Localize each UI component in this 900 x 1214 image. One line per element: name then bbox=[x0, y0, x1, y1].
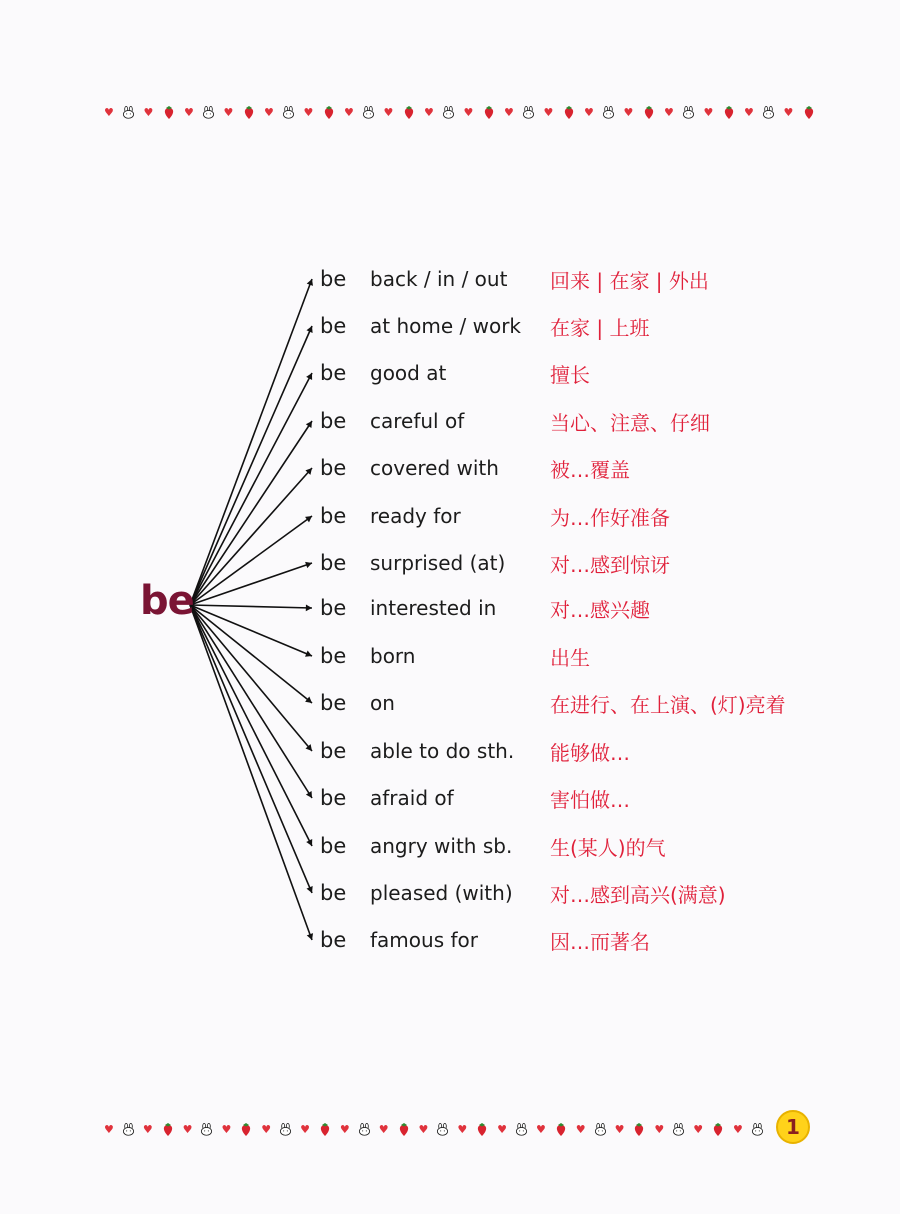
phrase-row bbox=[320, 924, 650, 956]
heart-icon: ♥ bbox=[261, 1122, 272, 1136]
chinese-meaning: 出生 bbox=[550, 645, 590, 670]
be-prefix: be bbox=[320, 834, 347, 858]
connector-line bbox=[190, 605, 312, 846]
heart-icon: ♥ bbox=[339, 1122, 350, 1136]
heart-icon: ♥ bbox=[504, 105, 514, 119]
be-prefix: be bbox=[320, 644, 347, 668]
chinese-meaning: 对…感到高兴(满意) bbox=[550, 882, 726, 907]
english-phrase: surprised (at) bbox=[370, 551, 506, 575]
connector-line bbox=[190, 605, 312, 751]
chinese-meaning: 害怕做… bbox=[550, 787, 630, 812]
heart-icon: ♥ bbox=[614, 1122, 625, 1136]
phrase-row bbox=[320, 830, 666, 862]
phrase-row bbox=[320, 452, 630, 484]
english-phrase: interested in bbox=[370, 596, 497, 620]
strawberry-icon bbox=[475, 1122, 489, 1137]
connector-line bbox=[190, 279, 312, 605]
be-prefix: be bbox=[320, 881, 347, 905]
be-prefix: be bbox=[320, 456, 347, 480]
connector-line bbox=[190, 605, 312, 798]
chinese-meaning: 擅长 bbox=[550, 362, 590, 387]
english-phrase: careful of bbox=[370, 409, 465, 433]
strawberry-icon bbox=[632, 1122, 646, 1137]
english-phrase: pleased (with) bbox=[370, 881, 513, 905]
bunny-icon bbox=[515, 1123, 528, 1136]
heart-icon: ♥ bbox=[142, 1122, 153, 1136]
chinese-meaning: 在家 | 上班 bbox=[550, 315, 650, 340]
bunny-icon bbox=[751, 1123, 764, 1136]
bunny-icon bbox=[122, 1123, 135, 1136]
chinese-meaning: 被…覆盖 bbox=[550, 457, 630, 482]
page-number-badge: 1 bbox=[776, 1110, 810, 1144]
heart-icon: ♥ bbox=[104, 105, 114, 119]
heart-icon: ♥ bbox=[378, 1122, 389, 1136]
phrase-row bbox=[320, 263, 709, 295]
heart-icon: ♥ bbox=[623, 105, 634, 119]
bunny-icon bbox=[436, 1123, 449, 1136]
phrase-row bbox=[320, 592, 650, 624]
chinese-meaning: 在进行、在上演、(灯)亮着 bbox=[550, 692, 786, 717]
heart-icon: ♥ bbox=[344, 105, 354, 119]
arrow-head bbox=[306, 604, 312, 611]
bunny-icon bbox=[594, 1123, 607, 1136]
phrase-row bbox=[320, 877, 726, 909]
be-prefix: be bbox=[320, 739, 347, 763]
bottom-decorative-border bbox=[104, 1117, 764, 1141]
connector-line bbox=[190, 516, 312, 605]
be-prefix: be bbox=[320, 691, 347, 715]
be-prefix: be bbox=[320, 314, 347, 338]
connector-line bbox=[190, 421, 312, 605]
heart-icon: ♥ bbox=[104, 1122, 114, 1136]
heart-icon: ♥ bbox=[733, 1122, 743, 1136]
phrase-row bbox=[320, 405, 710, 437]
phrase-row bbox=[320, 357, 590, 389]
arrow-head bbox=[305, 516, 312, 522]
heart-icon: ♥ bbox=[418, 1122, 429, 1136]
bunny-icon bbox=[358, 1123, 371, 1136]
heart-icon: ♥ bbox=[703, 105, 714, 119]
strawberry-icon bbox=[711, 1122, 725, 1137]
english-phrase: afraid of bbox=[370, 786, 454, 810]
heart-icon: ♥ bbox=[744, 105, 754, 119]
be-prefix: be bbox=[320, 504, 347, 528]
strawberry-icon bbox=[239, 1122, 253, 1137]
heart-icon: ♥ bbox=[300, 1122, 310, 1136]
connector-line bbox=[190, 605, 312, 940]
phrase-row bbox=[320, 500, 670, 532]
english-phrase: at home / work bbox=[370, 314, 522, 338]
phrase-row bbox=[320, 640, 590, 672]
phrase-row bbox=[320, 547, 670, 579]
be-prefix: be bbox=[320, 551, 347, 575]
heart-icon: ♥ bbox=[264, 105, 274, 119]
chinese-meaning: 对…感到惊讶 bbox=[550, 552, 670, 577]
heart-icon: ♥ bbox=[424, 105, 434, 119]
phrase-row bbox=[320, 310, 649, 342]
english-phrase: famous for bbox=[370, 928, 478, 952]
be-prefix: be bbox=[320, 409, 347, 433]
chinese-meaning: 因…而著名 bbox=[550, 929, 650, 954]
english-phrase: angry with sb. bbox=[370, 834, 513, 858]
heart-icon: ♥ bbox=[463, 105, 474, 119]
chinese-meaning: 回来 | 在家 | 外出 bbox=[550, 268, 709, 293]
strawberry-icon bbox=[161, 1122, 175, 1137]
be-prefix: be bbox=[320, 786, 347, 810]
chinese-meaning: 能够做… bbox=[550, 740, 630, 765]
english-phrase: good at bbox=[370, 361, 447, 385]
connector-line bbox=[190, 605, 312, 608]
english-phrase: ready for bbox=[370, 504, 461, 528]
heart-icon: ♥ bbox=[693, 1122, 704, 1136]
be-prefix: be bbox=[320, 596, 347, 620]
heart-icon: ♥ bbox=[584, 105, 594, 119]
heart-icon: ♥ bbox=[543, 105, 554, 119]
heart-icon: ♥ bbox=[223, 105, 234, 119]
be-prefix: be bbox=[320, 361, 347, 385]
heart-icon: ♥ bbox=[457, 1122, 468, 1136]
heart-icon: ♥ bbox=[303, 105, 314, 119]
phrase-row bbox=[320, 782, 630, 814]
heart-icon: ♥ bbox=[575, 1122, 586, 1136]
heart-icon: ♥ bbox=[783, 105, 794, 119]
connector-line bbox=[190, 326, 312, 605]
heart-icon: ♥ bbox=[184, 105, 194, 119]
english-phrase: born bbox=[370, 644, 416, 668]
strawberry-icon bbox=[318, 1122, 332, 1137]
chinese-meaning: 生(某人)的气 bbox=[550, 835, 666, 860]
english-phrase: on bbox=[370, 691, 395, 715]
heart-icon: ♥ bbox=[654, 1122, 665, 1136]
heart-icon: ♥ bbox=[182, 1122, 193, 1136]
english-phrase: covered with bbox=[370, 456, 499, 480]
heart-icon: ♥ bbox=[664, 105, 674, 119]
bunny-icon bbox=[279, 1123, 292, 1136]
chinese-meaning: 对…感兴趣 bbox=[550, 597, 650, 622]
chinese-meaning: 为…作好准备 bbox=[550, 505, 670, 530]
hub-word: be bbox=[140, 578, 194, 624]
phrase-row bbox=[320, 687, 786, 719]
english-phrase: able to do sth. bbox=[370, 739, 515, 763]
strawberry-icon bbox=[397, 1122, 411, 1137]
strawberry-icon bbox=[554, 1122, 568, 1137]
bunny-icon bbox=[672, 1123, 685, 1136]
heart-icon: ♥ bbox=[383, 105, 394, 119]
heart-icon: ♥ bbox=[221, 1122, 232, 1136]
heart-icon: ♥ bbox=[497, 1122, 507, 1136]
chinese-meaning: 当心、注意、仔细 bbox=[550, 410, 710, 435]
be-prefix: be bbox=[320, 267, 347, 291]
be-prefix: be bbox=[320, 928, 347, 952]
heart-icon: ♥ bbox=[535, 1122, 546, 1136]
bunny-icon bbox=[200, 1123, 213, 1136]
english-phrase: back / in / out bbox=[370, 267, 508, 291]
phrase-row bbox=[320, 735, 630, 767]
heart-icon: ♥ bbox=[143, 105, 154, 119]
